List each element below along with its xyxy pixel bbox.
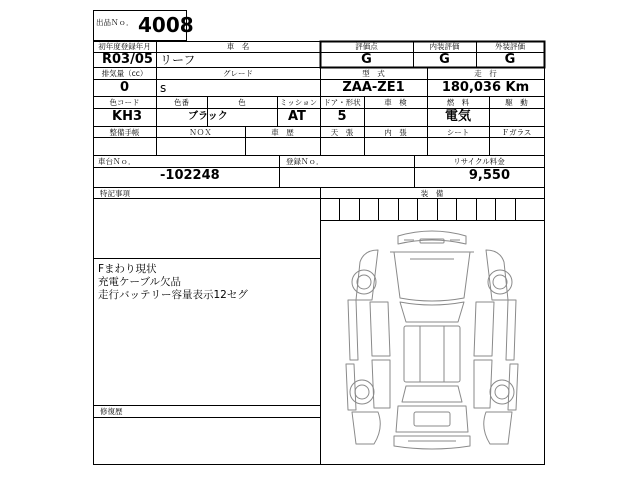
color-label: 色 <box>238 98 246 107</box>
recycle-fee-label: リサイクル料金 <box>453 157 505 166</box>
mission-value: AT <box>288 109 306 124</box>
interior-grade-label: 内装評価 <box>429 42 460 51</box>
vehicle-history-label: 車 歴 <box>271 128 294 137</box>
headliner-label: 天 張 <box>330 128 354 137</box>
seat-label: シート <box>446 128 470 137</box>
doors-value: 5 <box>337 109 347 124</box>
remarks-label: 特記事項 <box>100 189 130 198</box>
grade-label: グレード <box>223 69 253 78</box>
service-manual-label: 整備手帳 <box>109 128 140 137</box>
model-value: ZAA-ZE1 <box>342 80 405 95</box>
mileage-value: 180,036 Km <box>441 80 530 95</box>
car-diagram <box>346 231 518 449</box>
exterior-grade-label: 外装評価 <box>495 42 525 51</box>
displacement-label: 排気量（cc） <box>101 69 148 78</box>
displacement-value: 0 <box>120 80 130 95</box>
registration-number-label: 登録Ｎｏ． <box>286 157 324 166</box>
chassis-number-value: -102248 <box>160 168 220 183</box>
remark-line: Fまわり現状 <box>98 263 157 275</box>
fuel-label: 燃 料 <box>446 98 470 107</box>
score-label: 評価点 <box>355 42 378 51</box>
model-label: 型 式 <box>362 69 385 78</box>
car-name-value: リーフ <box>160 53 196 67</box>
doors-label: ドア・形状 <box>323 98 361 107</box>
mileage-label: 走 行 <box>474 69 497 78</box>
mission-label: ミッション <box>279 98 318 107</box>
remark-line: 充電ケーブル欠品 <box>98 276 182 288</box>
interior-grade-value: G <box>439 52 450 67</box>
nox-label: ＮＯＸ <box>189 128 212 137</box>
color-code-value: KH3 <box>112 109 142 124</box>
interior-trim-label: 内 張 <box>384 128 407 137</box>
color-value: ブラック <box>188 111 228 122</box>
recycle-fee-value: 9,550 <box>468 168 510 183</box>
lot-number-label: 出品Ｎｏ． <box>96 18 134 27</box>
chassis-number-label: 車台Ｎｏ． <box>98 157 136 166</box>
repair-history-label: 修復歴 <box>100 407 123 416</box>
fuel-value: 電気 <box>444 109 471 124</box>
equipment-label: 装 備 <box>420 189 444 198</box>
color-code-label: 色コード <box>109 98 140 107</box>
drive-label: 駆 動 <box>505 98 528 107</box>
lot-number: 4008 <box>138 13 194 37</box>
grade-value: s <box>160 81 167 95</box>
first-registration-value: R03/05 <box>102 52 153 67</box>
exterior-grade-value: G <box>504 52 516 67</box>
remark-line: 走行バッテリー容量表示12セグ <box>98 289 248 301</box>
score-value: G <box>361 52 372 67</box>
color-number-label: 色番 <box>174 98 189 107</box>
car-name-label: 車 名 <box>226 42 250 51</box>
front-glass-label: Ｆガラス <box>501 128 532 137</box>
first-registration-label: 初年度登録年月 <box>98 42 151 51</box>
inspection-label: 車 検 <box>384 98 407 107</box>
